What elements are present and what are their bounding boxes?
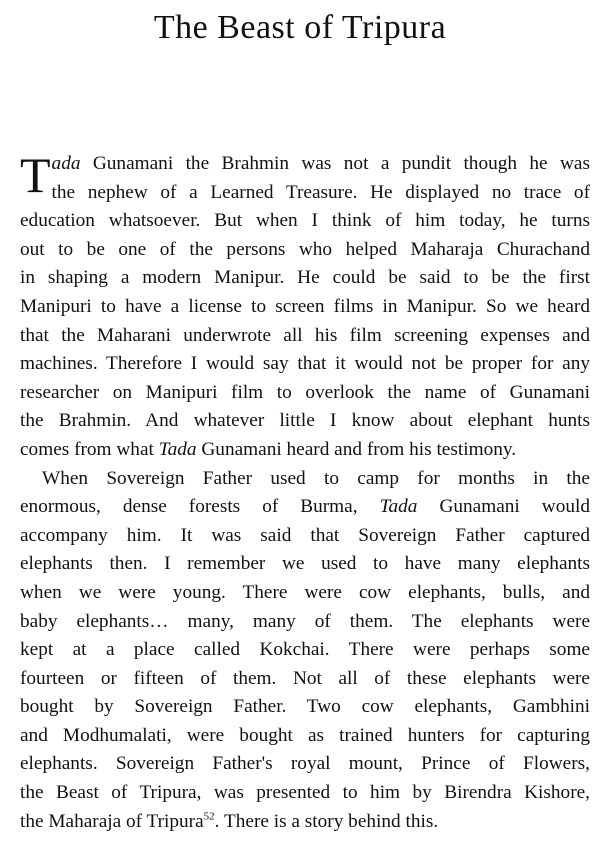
text-line: and Modhumalati, were bought as trained hunters for capturing [20,724,590,746]
text-line: the Brahmin. And whatever little I know about elephant hunts [20,410,590,432]
footnote-marker: 52 [203,810,215,823]
chapter-title: The Beast of Tripura [153,9,447,46]
text-line: Manipuri to have a license to screen films in Manipur. So we heard [20,295,590,317]
text-line: comes from what Tada Gunamani heard and from his testimony. [20,438,517,460]
text-line: bought by Sovereign Father. Two cow elephants, Gambhini [20,696,590,718]
body-text [20,147,590,836]
text-line: enormous, dense forests of Burma, Tada Gunamani would [20,496,590,518]
text-line: accompany him. It was said that Sovereign Father captured [20,524,590,546]
text-line: out to be one of the persons who helped Maharaja Churachand [20,238,590,260]
text-line: ada Gunamani the Brahmin was not a pundit though he was [51,153,590,174]
text-line: elephants. Sovereign Father's royal mount, Prince of Flowers, [20,753,590,775]
paragraph-2 [20,465,590,837]
text-line: elephants then. I remember we used to have many elephants [20,553,590,575]
text-line: the Maharaja of Tripura$^{52}$. There is a story behind this. [20,810,439,832]
text-line: When Sovereign Father used to camp for months in the [42,467,590,489]
text-line: fourteen or fifteen of them. Not all of these elephants were [20,667,590,689]
text-line: baby elephants… many, many of them. The elephants were [20,610,590,632]
text-line: in shaping a modern Manipur. He could be said to be the first [20,267,590,289]
text-line: when we were young. There were cow elephants, bulls, and [20,581,590,603]
italic-word: ada [51,153,81,174]
text-line: machines. Therefore I would say that it would not be proper for any [20,353,590,375]
text-line: the Beast of Tripura, was presented to him by Birendra Kishore, [20,782,590,804]
text-line: education whatsoever. But when I think of him today, he turns [20,210,590,232]
text-line: that the Maharani underwrote all his film screening expenses and [20,324,590,346]
text-line: the nephew of a Learned Treasure. He displayed no trace of [51,181,590,203]
italic-word: Tada [158,438,197,460]
drop-cap: T [20,147,51,203]
text-line: kept at a place called Kokchai. There were perhaps some [20,639,590,661]
text-line: researcher on Manipuri film to overlook the name of Gunamani [20,381,590,403]
italic-word: Tada [379,496,418,518]
paragraph-1 [20,147,590,465]
